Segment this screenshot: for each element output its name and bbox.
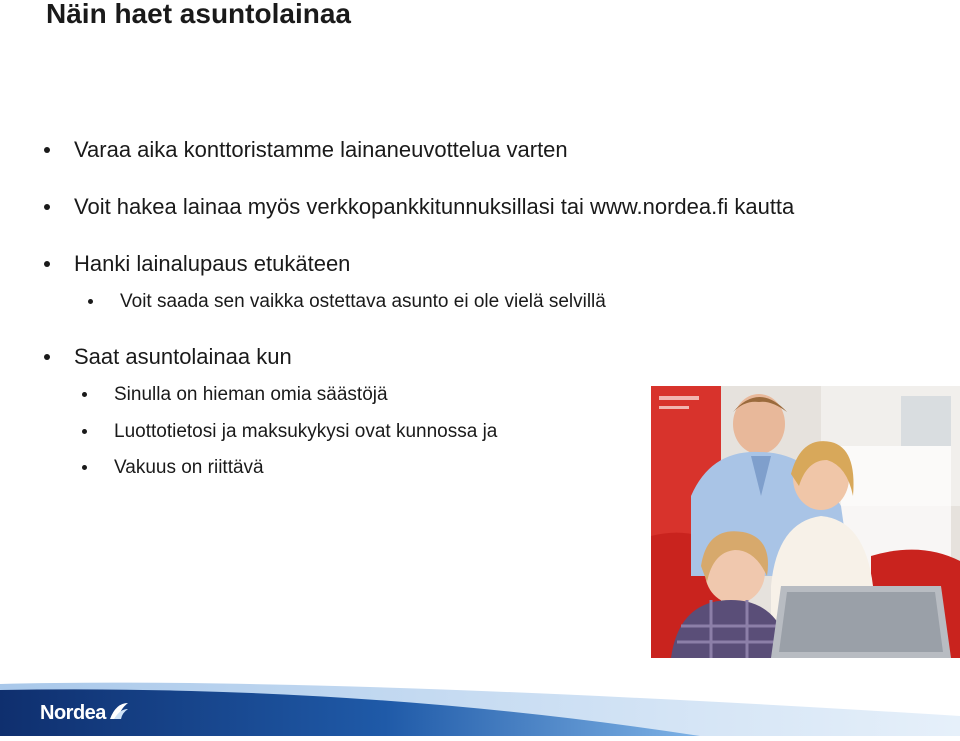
bullet-text: Sinulla on hieman omia säästöjä xyxy=(114,384,388,405)
bullet-dot-icon xyxy=(44,261,50,267)
wave-decoration-icon xyxy=(0,676,960,736)
bullet-dot-icon xyxy=(82,392,87,397)
bullet-item xyxy=(74,137,568,163)
nordea-logo xyxy=(40,702,130,725)
logo-text: Nordea xyxy=(40,702,106,724)
bullet-dot-icon xyxy=(82,465,87,470)
bullet-text: Luottotietosi ja maksukykysi ovat kunnossa ja xyxy=(114,421,498,442)
sub-bullet-item xyxy=(114,384,388,406)
footer-wave xyxy=(0,676,960,736)
bullet-item xyxy=(74,194,794,220)
bullet-dot-icon xyxy=(44,204,50,210)
bullet-text: Varaa aika konttoristamme lainaneuvottelua varten xyxy=(74,137,568,162)
slide-title: Näin haet asuntolainaa xyxy=(46,0,351,29)
bullet-dot-icon xyxy=(88,299,93,304)
bullet-text: Voit saada sen vaikka ostettava asunto ei ole vielä selvillä xyxy=(120,291,606,312)
bullet-text: Saat asuntolainaa kun xyxy=(74,344,292,369)
bullet-item xyxy=(74,251,350,277)
bullet-text: Vakuus on riittävä xyxy=(114,457,264,478)
sub-bullet-item xyxy=(114,457,264,479)
bullet-item xyxy=(74,344,292,370)
nordea-sail-icon xyxy=(108,701,130,721)
sub-bullet-item xyxy=(120,291,606,313)
sub-bullet-item xyxy=(114,421,497,443)
bullet-dot-icon xyxy=(44,147,50,153)
family-laptop-photo xyxy=(651,386,960,658)
bullet-text: Voit hakea lainaa myös verkkopankkitunnuksillasi tai www.nordea.fi kautta xyxy=(74,194,795,219)
bullet-dot-icon xyxy=(44,354,50,360)
family-laptop-photo-icon xyxy=(651,386,960,658)
bullet-text: Hanki lainalupaus etukäteen xyxy=(74,251,351,276)
bullet-dot-icon xyxy=(82,429,87,434)
